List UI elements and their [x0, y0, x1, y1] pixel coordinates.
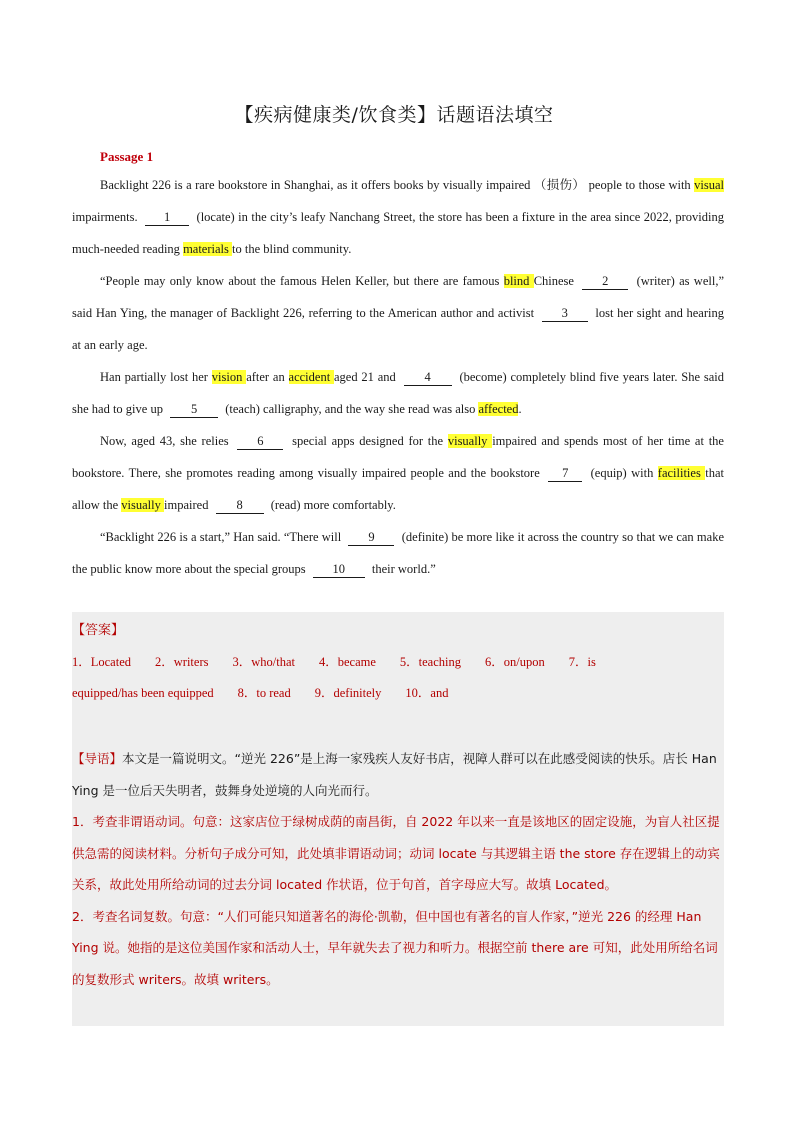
answer-5: 5．teaching	[399, 655, 461, 669]
text: (writer) as well,” said Han Ying, the manager of Backlight 226, referring to the American author and activist	[72, 274, 725, 320]
explanation-1: 1．考查非谓语动词。句意：这家店位于绿树成荫的南昌街，自 2022 年以来一直是该地区的固定设施，为盲人社区提供急需的阅读材料。分析句子成分可知，此处填非谓语动词；动词 locate 与其逻辑主语 the store 存在逻辑上的动宾关系，故此处用所给动词的过去分词 located 作状语，位于句首，首字母应大写。故填 Located。	[72, 814, 720, 892]
highlight-word: visual	[694, 178, 724, 192]
paragraph-5	[72, 521, 724, 585]
blank-2[interactable]: 2	[582, 274, 628, 290]
text: Backlight 226 is a rare bookstore in Shanghai, as it offers books by visually impaired （损伤） people to those with	[100, 178, 695, 192]
text: (read) more comfortably.	[267, 498, 396, 512]
text: special apps designed for the	[287, 434, 448, 448]
document-page	[72, 100, 724, 585]
text: (equip) with	[586, 466, 658, 480]
blank-3[interactable]: 3	[542, 306, 588, 322]
blank-7[interactable]: 7	[548, 466, 582, 482]
answer-4: 4．became	[318, 655, 376, 669]
highlight-word: accident	[288, 370, 334, 384]
page-title: 【疾病健康类/饮食类】话题语法填空	[234, 104, 554, 126]
text: (become) completely blind five years later. She said she had to give up	[72, 370, 724, 416]
blank-9[interactable]: 9	[348, 530, 394, 546]
answer-key	[72, 621, 724, 709]
answer-7-cont: equipped/has been equipped	[72, 686, 214, 700]
text: “People may only know about the famous Helen Keller, but there are famous	[100, 274, 504, 288]
answer-line-1	[72, 647, 724, 678]
highlight-word: blind	[503, 274, 534, 288]
answer-line-2	[72, 678, 724, 709]
blank-1[interactable]: 1	[145, 210, 189, 226]
text: impairments.	[72, 210, 142, 224]
text: impaired and spends most of her time at the bookstore. There, she promotes reading among visually impaired people and the bookstore	[72, 434, 724, 480]
blank-5[interactable]: 5	[170, 402, 218, 418]
blank-4[interactable]: 4	[404, 370, 452, 386]
answer-1: 1．Located	[72, 655, 132, 669]
answer-title: 【答案】	[72, 623, 125, 638]
answer-8: 8．to read	[237, 686, 291, 700]
highlight-word: facilities	[657, 466, 706, 480]
highlight-word: visually	[121, 498, 165, 512]
text: .	[518, 402, 522, 416]
text: Now, aged 43, she relies	[100, 434, 234, 448]
guide-text: 本文是一篇说明文。“逆光 226”是上海一家残疾人友好书店，视障人群可以在此感受阅读的快乐。店长 Han Ying 是一位后天失明者，鼓舞身处逆境的人向光而行。	[72, 751, 717, 798]
text: that allow the	[72, 466, 724, 512]
answer-7: 7．is	[568, 655, 596, 669]
text: Han partially lost her	[100, 370, 212, 384]
explanation-2: 2．考查名词复数。句意：“人们可能只知道著名的海伦·凯勒，但中国也有著名的盲人作家，”逆光 226 的经理 Han Ying 说。她指的是这位美国作家和活动人士，早年就失去了视力和听力。根据空前 there are 可知，此处用所给名词的复数形式 writers。故填 writers。	[72, 908, 718, 987]
paragraph-4	[72, 425, 724, 521]
answer-2: 2．writers	[155, 655, 209, 669]
text: Chinese	[533, 274, 579, 288]
blank-8[interactable]: 8	[216, 498, 264, 514]
explanation	[72, 743, 724, 995]
answer-10: 10．and	[405, 686, 449, 700]
blank-6[interactable]: 6	[237, 434, 283, 450]
answer-9: 9．definitely	[314, 686, 382, 700]
paragraph-2	[72, 265, 724, 361]
highlight-word: vision	[211, 370, 247, 384]
text: lost her sight and hearing at an early age.	[72, 306, 724, 352]
highlight-word: affected	[478, 402, 519, 416]
passage-title: Passage 1	[100, 149, 154, 164]
answer-section	[72, 612, 724, 1026]
text: impaired	[164, 498, 212, 512]
text: after an	[246, 370, 289, 384]
highlight-word: visually	[447, 434, 493, 448]
paragraph-3	[72, 361, 724, 425]
paragraph-1	[72, 169, 724, 265]
guide-intro	[72, 743, 724, 806]
text: their world.”	[368, 562, 436, 576]
text: (definite) be more like it across the country so that we can make the public know more about the special groups	[72, 530, 724, 576]
text: to the blind community.	[232, 242, 352, 256]
highlight-word: materials	[183, 242, 233, 256]
answer-6: 6．on/upon	[485, 655, 545, 669]
text: aged 21 and	[334, 370, 400, 384]
text: (locate) in the city’s leafy Nanchang Street, the store has been a fixture in the area since 2022, providing much-needed reading	[72, 210, 724, 256]
answer-3: 3．who/that	[232, 655, 295, 669]
blank-10[interactable]: 10	[313, 562, 365, 578]
text: (teach) calligraphy, and the way she read was also	[222, 402, 479, 416]
guide-tag: 【导语】	[72, 751, 123, 766]
text: “Backlight 226 is a start,” Han said. “There will	[100, 530, 345, 544]
